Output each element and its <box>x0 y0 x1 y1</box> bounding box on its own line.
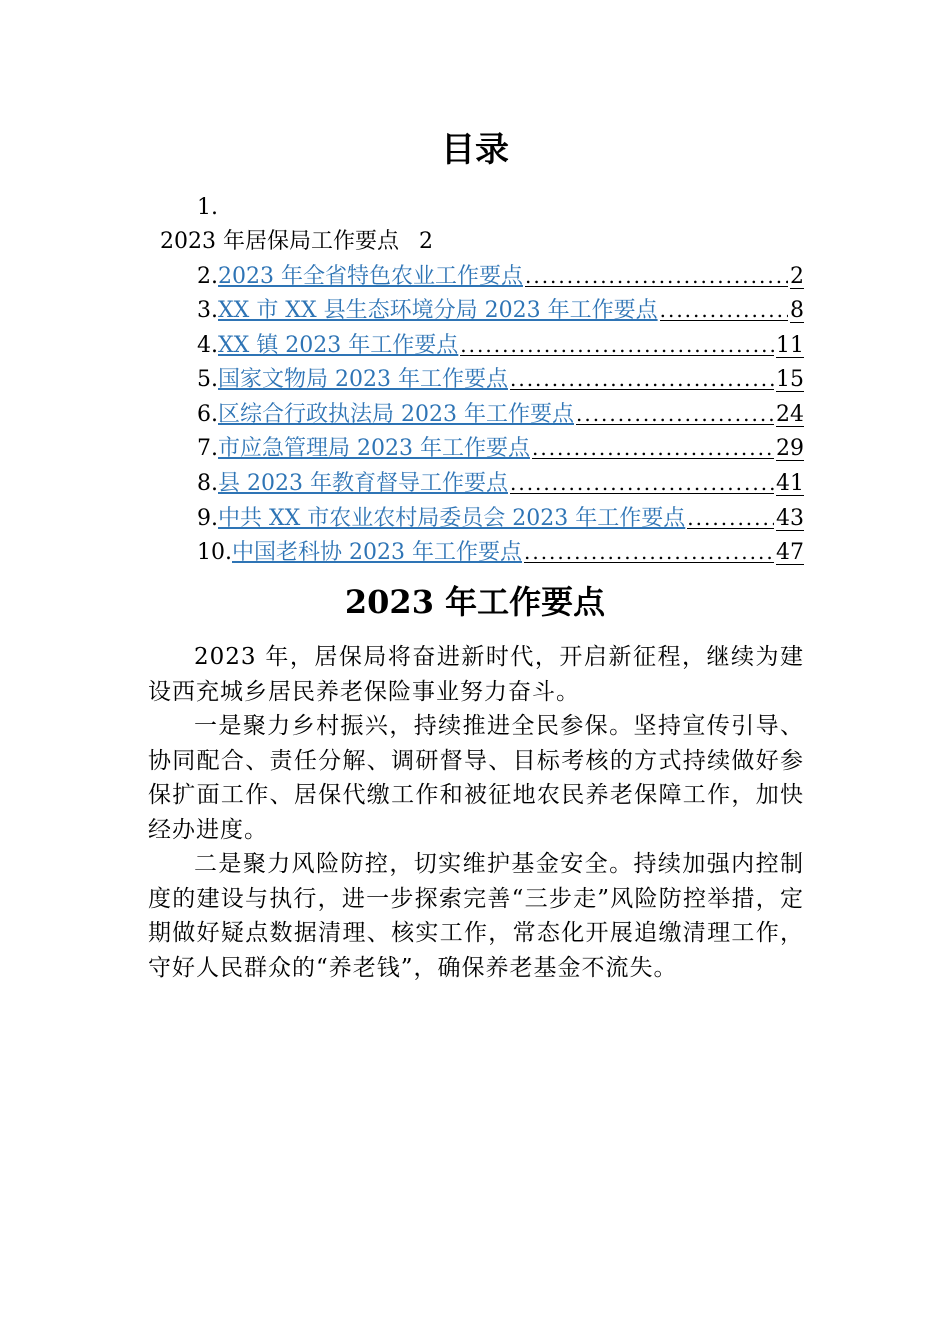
toc-entry-number: 10. <box>197 540 232 565</box>
toc-leader-dots <box>660 296 788 321</box>
toc-entry-page: 29 <box>776 436 804 461</box>
toc-entry-page: 41 <box>776 471 804 496</box>
toc-entry-9[interactable] <box>197 504 804 534</box>
toc-entry-4[interactable] <box>197 331 804 361</box>
toc-entry-page: 2 <box>790 264 804 289</box>
section-body <box>148 640 804 985</box>
toc-entry-page: 8 <box>790 298 804 323</box>
toc-entry-page: 15 <box>776 367 804 392</box>
toc-entry-number: 8. <box>197 471 218 496</box>
toc-leader-dots <box>510 469 774 494</box>
toc-leader-dots <box>687 504 774 529</box>
toc-entry-number: 7. <box>197 436 218 461</box>
toc-entry-1[interactable] <box>160 228 433 256</box>
toc-entry-link[interactable]: 中共 XX 市农业农村局委员会 2023 年工作要点 <box>218 506 686 531</box>
toc-entry-1-number: 1. <box>197 195 218 220</box>
toc-entry-1-page: 2 <box>418 229 433 254</box>
toc-entry-number: 2. <box>197 264 218 289</box>
toc-leader-dots <box>524 538 774 563</box>
section-title: 2023 年工作要点 <box>344 583 606 621</box>
body-paragraph: 一是聚力乡村振兴，持续推进全民参保。坚持宣传引导、协同配合、责任分解、调研督导、目标考核的方式持续做好参保扩面工作、居保代缴工作和被征地农民养老保障工作，加快经办进度。 <box>148 713 804 843</box>
toc-leader-dots <box>525 262 788 287</box>
toc-entry-3[interactable] <box>197 296 804 326</box>
toc-entry-5[interactable] <box>197 365 804 395</box>
body-paragraph: 二是聚力风险防控，切实维护基金安全。持续加强内控制度的建设与执行，进一步探索完善“三步走”风险防控举措，定期做好疑点数据清理、核实工作，常态化开展追缴清理工作，守好人民群众的“养老钱”，确保养老基金不流失。 <box>148 851 804 981</box>
toc-entry-6[interactable] <box>197 400 804 430</box>
toc-entry-number: 6. <box>197 402 218 427</box>
toc-entry-link[interactable]: 中国老科协 2023 年工作要点 <box>232 540 522 565</box>
toc-leader-dots <box>460 331 774 356</box>
toc-leader-dots <box>576 400 774 425</box>
toc-entry-link[interactable]: 市应急管理局 2023 年工作要点 <box>218 436 530 461</box>
toc-entry-page: 11 <box>776 333 804 358</box>
toc-entry-link[interactable]: XX 镇 2023 年工作要点 <box>218 333 459 358</box>
toc-entry-number: 9. <box>197 506 218 531</box>
toc-entry-link[interactable]: 县 2023 年教育督导工作要点 <box>218 471 508 496</box>
toc-entry-10[interactable] <box>197 538 804 568</box>
toc-entry-page: 43 <box>776 506 804 531</box>
toc-title: 目录 <box>441 130 509 170</box>
toc-entry-number: 5. <box>197 367 218 392</box>
toc-entry-link[interactable]: XX 市 XX 县生态环境分局 2023 年工作要点 <box>218 298 658 323</box>
toc-leader-dots <box>510 365 774 390</box>
toc-entry-1-text: 2023 年居保局工作要点 <box>160 229 399 254</box>
toc-entry-2[interactable] <box>197 262 804 292</box>
toc-entry-page: 24 <box>776 402 804 427</box>
toc-entry-7[interactable] <box>197 434 804 464</box>
toc-entry-page: 47 <box>776 540 804 565</box>
toc-entry-link[interactable]: 区综合行政执法局 2023 年工作要点 <box>218 402 574 427</box>
toc-entry-link[interactable]: 2023 年全省特色农业工作要点 <box>218 264 523 289</box>
toc-entry-link[interactable]: 国家文物局 2023 年工作要点 <box>218 367 508 392</box>
body-paragraph: 2023 年，居保局将奋进新时代，开启新征程，继续为建设西充城乡居民养老保险事业努力奋斗。 <box>148 644 804 705</box>
toc-leader-dots <box>532 434 774 459</box>
toc-entry-8[interactable] <box>197 469 804 499</box>
toc-entry-number: 4. <box>197 333 218 358</box>
toc-entry-number: 3. <box>197 298 218 323</box>
